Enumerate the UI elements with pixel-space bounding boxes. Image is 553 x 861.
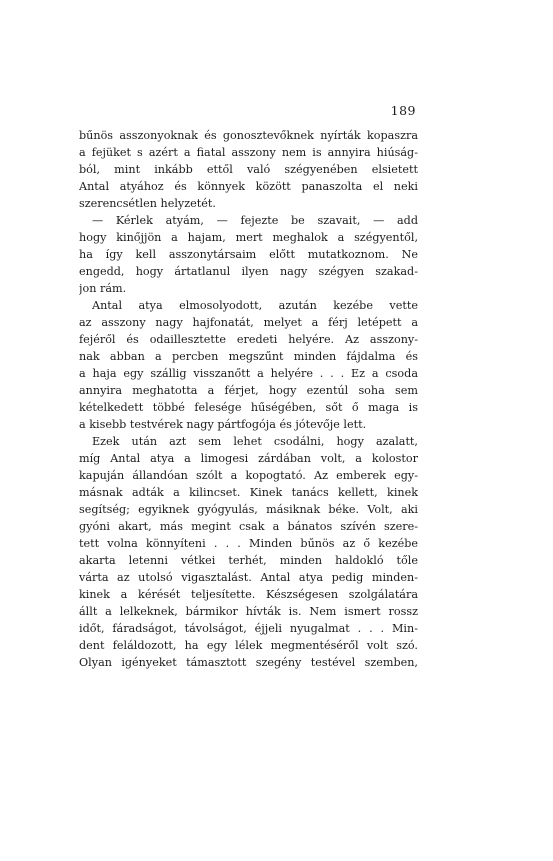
text-line: Ezek után azt sem lehet csodálni, hogy azalatt, (92, 435, 418, 448)
text-line: az asszony nagy hajfonatát, melyet a férj letépett a (79, 316, 418, 329)
text-line: Antal atya elmosolyodott, azután kezébe vette (92, 299, 418, 312)
text-line: gyóni akart, más megint csak a bánatos szívén szere- (79, 520, 418, 533)
text-line: kapuján állandóan szólt a kopogtató. Az emberek egy- (79, 469, 418, 482)
text-line: a kisebb testvérek nagy pártfogója és jótevője lett. (79, 418, 367, 431)
text-line: várta az utolsó vigasztalást. Antal atya pedig minden- (79, 571, 418, 584)
text-line: jon rám. (79, 282, 127, 295)
text-line: dent feláldozott, ha egy lélek megmentéséről volt szó. (79, 639, 418, 652)
text-line: segítség; egyiknek gyógyulás, másiknak béke. Volt, aki (79, 503, 418, 516)
body-text (79, 127, 418, 671)
text-line: Antal atyához és könnyek között panaszolta el neki (79, 180, 418, 193)
text-line: kételkedett többé felesége hűségében, sőt ő maga is (79, 401, 418, 414)
text-line: bűnös asszonyoknak és gonosztevőknek nyírták kopaszra (79, 129, 418, 142)
text-line: Olyan igényeket támasztott szegény testével szemben, (79, 656, 418, 669)
text-line: időt, fáradságot, távolságot, éjjeli nyugalmat . . . Min- (79, 622, 418, 635)
text-line: szerencsétlen helyzetét. (79, 197, 216, 210)
text-line: a haja egy szállig visszanőtt a helyére . . . Ez a csoda (79, 367, 418, 380)
text-line: kinek a kérését teljesítette. Készségesen szolgálatára (79, 588, 418, 601)
text-line: — Kérlek atyám, — fejezte be szavait, — add (92, 214, 418, 227)
text-line: másnak adták a kilincset. Kinek tanács kellett, kinek (79, 486, 418, 499)
text-line: annyira meghatotta a férjet, hogy ezentúl soha sem (79, 384, 418, 397)
text-line: ból, mint inkább ettől való szégyenében elsietett (79, 163, 418, 176)
text-line: fejéről és odaillesztette eredeti helyére. Az asszony- (79, 333, 418, 346)
page-number: 189 (390, 103, 416, 118)
text-line: a fejüket s azért a fiatal asszony nem is annyira hiúság- (79, 146, 418, 159)
text-line: nak abban a percben megszűnt minden fájdalma és (79, 350, 418, 363)
text-line: engedd, hogy ártatlanul ilyen nagy szégyen szakad- (79, 265, 418, 278)
text-line: míg Antal atya a limogesi zárdában volt, a kolostor (79, 452, 418, 465)
text-line: akarta letenni vétkei terhét, minden haldokló tőle (79, 554, 418, 567)
text-line: állt a lelkeknek, bármikor hívták is. Nem ismert rossz (79, 605, 418, 618)
text-line: tett volna könnyíteni . . . Minden bűnös az ő kezébe (79, 537, 418, 550)
text-line: ha így kell asszonytársaim előtt mutatkoznom. Ne (79, 248, 418, 261)
text-line: hogy kinőjjön a hajam, mert meghalok a szégyentől, (79, 231, 418, 244)
